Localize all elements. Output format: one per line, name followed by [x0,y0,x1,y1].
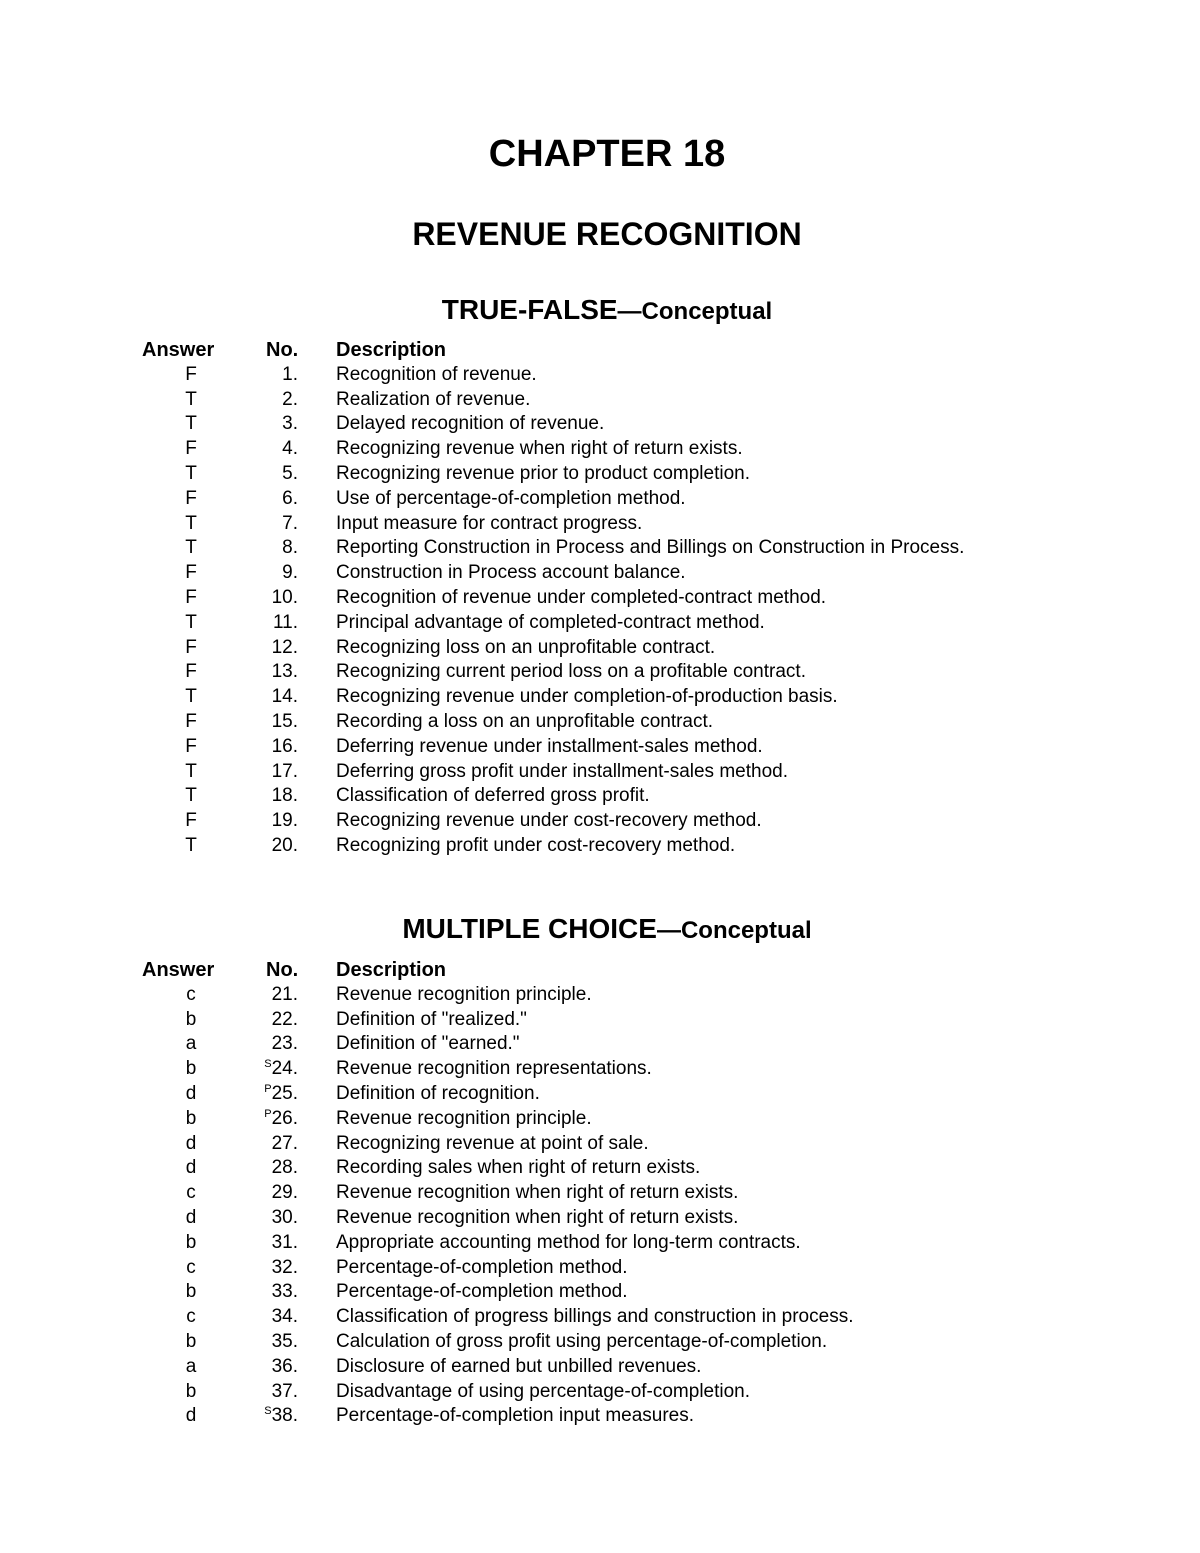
question-number: 13. [271,661,298,683]
question-number: 37. [271,1380,298,1402]
table-row [0,1032,1200,1057]
question-number: 16. [271,735,298,757]
description-cell: Recognizing revenue at point of sale. [336,1132,649,1154]
question-number: 28. [271,1157,298,1179]
description-cell: Delayed recognition of revenue. [336,413,605,435]
answer-cell: T [185,785,197,807]
question-number: 23. [271,1033,298,1055]
question-number-cell [273,611,298,636]
question-number: 4. [282,438,298,460]
table-row [0,834,1200,859]
table-row [0,784,1200,809]
question-number-cell [272,586,298,611]
question-number: 3. [282,413,298,435]
table-row [0,1107,1200,1132]
question-number-cell [272,1355,298,1380]
answer-column-header: Answer [142,339,215,361]
question-number: 33. [271,1281,298,1303]
table-row [0,710,1200,735]
table-row [0,1206,1200,1231]
table-row [0,1156,1200,1181]
description-cell: Recognition of revenue. [336,363,537,385]
answer-cell: T [185,537,197,559]
question-number-cell [272,834,298,859]
table-row [0,437,1200,462]
description-cell: Disclosure of earned but unbilled revenues. [336,1355,702,1377]
question-number: 10. [271,586,298,608]
multiple-choice-heading [0,911,1200,949]
table-row [0,561,1200,586]
question-number: 11. [272,611,298,633]
description-cell: Principal advantage of completed-contract method. [336,611,765,633]
table-row [0,1256,1200,1281]
answer-cell: b [185,1058,197,1080]
table-row [0,1082,1200,1107]
description-cell: Realization of revenue. [336,388,531,410]
description-cell: Appropriate accounting method for long-term contracts. [336,1231,801,1253]
answer-cell: T [185,388,197,410]
source-superscript: P [264,1082,272,1095]
question-number: 27. [271,1132,298,1154]
question-number: 5. [282,462,298,484]
question-number-cell [282,462,298,487]
question-number-cell [272,1256,298,1281]
true-false-table [0,338,1200,859]
description-cell: Definition of "realized." [336,1008,527,1030]
question-number-cell [272,735,298,760]
question-number: 17. [271,760,298,782]
question-number-cell [272,809,298,834]
question-number-cell [282,561,298,586]
table-header-row [0,338,1200,363]
question-number: 2. [282,388,298,410]
source-superscript: S [264,1058,272,1071]
true-false-heading-main: TRUE-FALSE [441,294,618,325]
answer-cell: b [185,1330,197,1352]
question-number: 30. [271,1206,298,1228]
description-cell: Deferring revenue under installment-sales method. [336,735,763,757]
answer-cell: b [185,1231,197,1253]
description-cell: Classification of deferred gross profit. [336,785,650,807]
table-row [0,462,1200,487]
question-number: 1. [282,363,298,385]
description-cell: Reporting Construction in Process and Billings on Construction in Process. [336,537,965,559]
answer-cell: c [186,983,196,1005]
description-cell: Revenue recognition principle. [336,983,592,1005]
answer-cell: d [185,1405,197,1427]
description-cell: Recognizing loss on an unprofitable contract. [336,636,716,658]
description-cell: Percentage-of-completion input measures. [336,1405,695,1427]
answer-cell: F [185,586,197,608]
source-superscript: P [264,1107,272,1120]
description-cell: Recognizing revenue under cost-recovery method. [336,810,762,832]
question-number-cell [264,1082,298,1107]
description-cell: Revenue recognition when right of return exists. [336,1206,739,1228]
true-false-heading [0,292,1200,330]
answer-cell: F [185,661,197,683]
chapter-title: CHAPTER 18 [488,133,726,175]
question-number-cell [282,437,298,462]
description-cell: Revenue recognition principle. [336,1107,592,1129]
chapter-subtitle: REVENUE RECOGNITION [412,216,802,252]
question-number-cell [272,784,298,809]
answer-cell: d [185,1082,197,1104]
table-row [0,1231,1200,1256]
table-row [0,1330,1200,1355]
table-row [0,1280,1200,1305]
table-row [0,1057,1200,1082]
question-number: 15. [271,710,298,732]
answer-cell: d [185,1157,197,1179]
question-number-cell [272,1305,298,1330]
question-number-cell [272,1380,298,1405]
multiple-choice-table [0,958,1200,1429]
answer-cell: b [185,1008,197,1030]
table-row [0,1008,1200,1033]
description-cell: Recognizing revenue when right of return exists. [336,438,743,460]
question-number: 35. [271,1330,298,1352]
description-cell: Revenue recognition representations. [336,1058,652,1080]
question-number-cell [272,760,298,785]
source-superscript: S [264,1405,272,1418]
description-column-header: Description [336,959,447,981]
question-number: 38. [271,1405,298,1427]
answer-cell: F [185,636,197,658]
description-cell: Definition of "earned." [336,1033,520,1055]
answer-cell: T [185,462,197,484]
question-number: 8. [282,537,298,559]
description-cell: Disadvantage of using percentage-of-completion. [336,1380,751,1402]
answer-cell: T [185,611,197,633]
answer-cell: F [185,562,197,584]
question-number: 26. [271,1107,298,1129]
table-row [0,536,1200,561]
description-column-header: Description [336,339,447,361]
question-number: 19. [271,810,298,832]
answer-cell: c [186,1306,196,1328]
description-cell: Recognizing profit under cost-recovery method. [336,834,736,856]
table-row [0,735,1200,760]
question-number: 18. [271,785,298,807]
table-row [0,760,1200,785]
question-number: 24. [271,1058,298,1080]
description-cell: Deferring gross profit under installment-sales method. [336,760,788,782]
question-number-cell [272,1181,298,1206]
true-false-rows [0,363,1200,859]
table-row [0,363,1200,388]
question-number-cell [264,1107,298,1132]
question-number-cell [282,487,298,512]
question-number-cell [272,710,298,735]
question-number-cell [282,388,298,413]
description-cell: Revenue recognition when right of return exists. [336,1182,739,1204]
table-row [0,586,1200,611]
answer-cell: T [185,834,197,856]
question-number-cell [272,1280,298,1305]
description-cell: Recognizing revenue prior to product completion. [336,462,751,484]
table-row [0,611,1200,636]
question-number-cell [282,512,298,537]
table-header-row [0,958,1200,983]
description-cell: Construction in Process account balance. [336,562,686,584]
question-number-cell [272,1206,298,1231]
table-row [0,660,1200,685]
question-number: 25. [271,1082,298,1104]
description-cell: Recognition of revenue under completed-contract method. [336,586,827,608]
question-number: 12. [271,636,298,658]
description-cell: Input measure for contract progress. [336,512,643,534]
question-number-cell [282,412,298,437]
question-number: 14. [271,686,298,708]
answer-cell: T [185,413,197,435]
answer-cell: T [185,760,197,782]
question-number-cell [282,536,298,561]
question-number: 29. [271,1182,298,1204]
answer-cell: F [185,735,197,757]
question-number-cell [272,983,298,1008]
question-number-cell [264,1057,298,1082]
question-number: 34. [271,1306,298,1328]
multiple-choice-heading-main: MULTIPLE CHOICE [402,913,657,944]
answer-cell: a [185,1355,197,1377]
table-row [0,636,1200,661]
question-number: 22. [271,1008,298,1030]
answer-cell: F [185,363,197,385]
description-cell: Percentage-of-completion method. [336,1256,628,1278]
description-cell: Classification of progress billings and construction in process. [336,1306,854,1328]
answer-column-header: Answer [142,959,215,981]
question-number-cell [282,363,298,388]
question-number: 6. [282,487,298,509]
question-number-cell [272,685,298,710]
description-cell: Calculation of gross profit using percentage-of-completion. [336,1330,828,1352]
question-number: 32. [271,1256,298,1278]
description-cell: Recognizing revenue under completion-of-production basis. [336,686,838,708]
answer-cell: F [185,438,197,460]
table-row [0,809,1200,834]
answer-cell: d [185,1206,197,1228]
answer-cell: b [185,1281,197,1303]
answer-cell: a [185,1033,197,1055]
description-cell: Percentage-of-completion method. [336,1281,628,1303]
question-number-cell [272,1032,298,1057]
answer-cell: F [185,810,197,832]
description-cell: Recording a loss on an unprofitable contract. [336,710,714,732]
answer-cell: d [185,1132,197,1154]
description-cell: Recording sales when right of return exists. [336,1157,701,1179]
number-column-header: No. [266,959,299,981]
table-row [0,1305,1200,1330]
table-row [0,1181,1200,1206]
description-cell: Use of percentage-of-completion method. [336,487,686,509]
description-cell: Definition of recognition. [336,1082,540,1104]
table-row [0,487,1200,512]
table-row [0,1380,1200,1405]
answer-cell: c [186,1182,196,1204]
table-row [0,512,1200,537]
question-number-cell [272,660,298,685]
answer-cell: F [185,710,197,732]
question-number-cell [272,1330,298,1355]
question-number-cell [272,1231,298,1256]
question-number-cell [272,1008,298,1033]
question-number-cell [272,1132,298,1157]
answer-cell: b [185,1380,197,1402]
question-number-cell [264,1404,298,1429]
table-row [0,685,1200,710]
answer-cell: T [185,686,197,708]
table-row [0,983,1200,1008]
question-number: 9. [282,562,298,584]
table-row [0,1355,1200,1380]
true-false-heading-sub: —Conceptual [617,298,773,325]
answer-cell: F [185,487,197,509]
question-number: 31. [271,1231,298,1253]
question-number-cell [272,1156,298,1181]
question-number: 7. [282,512,298,534]
question-number: 21. [271,983,298,1005]
multiple-choice-heading-sub: —Conceptual [656,917,812,944]
question-number-cell [272,636,298,661]
question-number: 20. [271,834,298,856]
multiple-choice-rows [0,983,1200,1429]
answer-cell: c [186,1256,196,1278]
table-row [0,412,1200,437]
table-row [0,1132,1200,1157]
question-number: 36. [271,1355,298,1377]
description-cell: Recognizing current period loss on a profitable contract. [336,661,806,683]
table-row [0,1404,1200,1429]
number-column-header: No. [266,339,299,361]
table-row [0,388,1200,413]
answer-cell: b [185,1107,197,1129]
answer-cell: T [185,512,197,534]
